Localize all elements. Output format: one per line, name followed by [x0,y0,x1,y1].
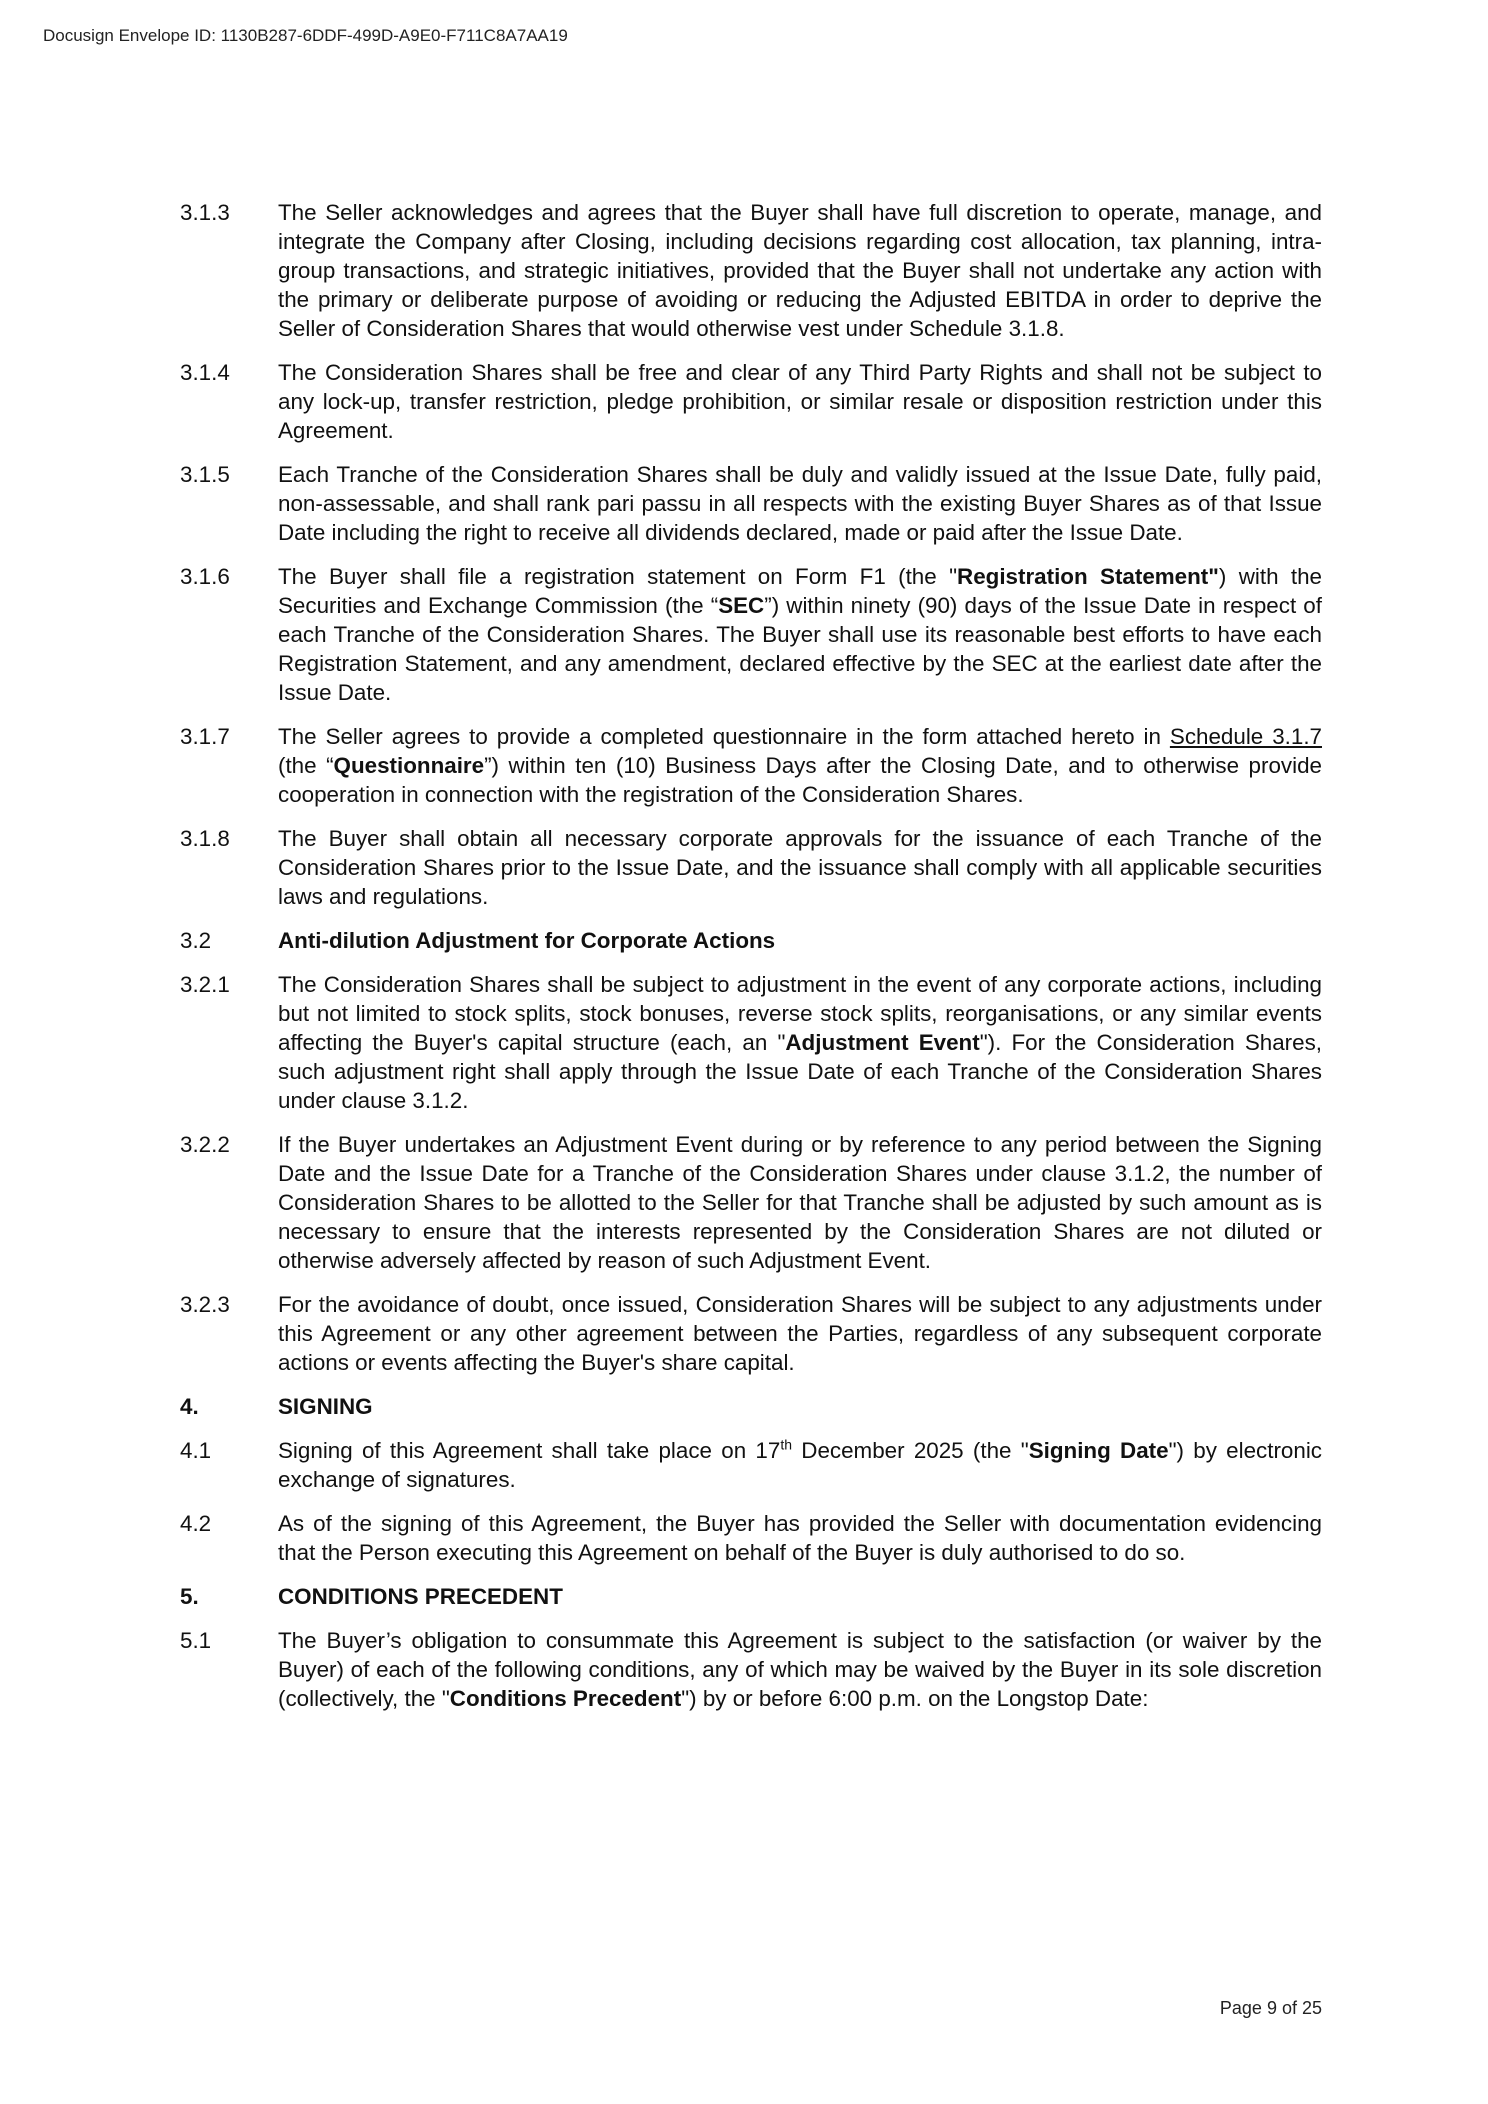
clause-3-1-8 [180,824,1322,911]
clause-3-1-3 [180,198,1322,343]
clause-number: 3.2.2 [180,1132,230,1157]
clause-text: The Buyer shall file a registration statement on Form F1 (the "Registration Statement") with the Securities and Exchange Commission (the “SEC”) within ninety (90) days of the Issue Date in respect of each Tranche of the Consideration Shares. The Buyer shall use its reasonable best efforts to have each Registration Statement, and any amendment, declared effective by the SEC at the earliest date after the Issue Date. [278,564,1323,705]
clause-3-2-2 [180,1130,1322,1275]
clause-text: If the Buyer undertakes an Adjustment Event during or by reference to any period between the Signing Date and the Issue Date for a Tranche of the Consideration Shares under clause 3.1.2, the number of Consideration Shares to be allotted to the Seller for that Tranche shall be adjusted by such amount as is necessary to ensure that the interests represented by the Consideration Shares are not diluted or otherwise adversely affected by reason of such Adjustment Event. [278,1132,1322,1273]
clause-3-2-heading [180,926,1322,955]
defined-term-questionnaire: Questionnaire [333,753,485,778]
clause-number: 3.1.8 [180,826,230,851]
defined-term-adjustment-event: Adjustment Event [785,1030,980,1055]
clause-text: The Seller acknowledges and agrees that the Buyer shall have full discretion to operate, manage, and integrate the Company after Closing, including decisions regarding cost allocation, tax planning, intra-group transactions, and strategic initiatives, provided that the Buyer shall not undertake any action with the primary or deliberate purpose of avoiding or reducing the Adjusted EBITDA in order to deprive the Seller of Consideration Shares that would otherwise vest under Schedule 3.1.8. [278,200,1322,341]
clause-text: The Buyer’s obligation to consummate this Agreement is subject to the satisfaction (or waiver by the Buyer) of each of the following conditions, any of which may be waived by the Buyer in its sole discretion (collectively, the "Conditions Precedent") by or before 6:00 p.m. on the Longstop Date: [278,1628,1322,1711]
schedule-reference: Schedule 3.1.7 [1169,724,1322,749]
section-5-heading [180,1582,1322,1611]
clause-number: 3.2.3 [180,1292,230,1317]
clause-number: 3.1.6 [180,564,230,589]
clause-4-2 [180,1509,1322,1567]
envelope-id: Docusign Envelope ID: 1130B287-6DDF-499D-A9E0-F711C8A7AA19 [43,26,568,45]
clause-number: 3.1.7 [180,724,230,749]
clause-3-2-1 [180,970,1322,1115]
clause-3-2-3 [180,1290,1322,1377]
clause-3-1-5 [180,460,1322,547]
clause-text: For the avoidance of doubt, once issued, Consideration Shares will be subject to any adjustments under this Agreement or any other agreement between the Parties, regardless of any subsequent corporate actions or events affecting the Buyer's share capital. [278,1292,1322,1375]
clause-3-1-6 [180,562,1322,707]
clause-text: Signing of this Agreement shall take place on 17th December 2025 (the "Signing Date") by electronic exchange of signatures. [278,1436,1323,1492]
section-number: 4. [180,1394,199,1419]
clause-number: 3.1.5 [180,462,230,487]
section-heading: Anti-dilution Adjustment for Corporate Actions [278,928,776,953]
clause-3-1-7 [180,722,1322,809]
section-heading: CONDITIONS PRECEDENT [278,1584,563,1609]
clause-number: 3.2 [180,928,212,953]
section-4-heading [180,1392,1322,1421]
clause-text: The Buyer shall obtain all necessary corporate approvals for the issuance of each Tranche of the Consideration Shares prior to the Issue Date, and the issuance shall comply with all applicable securities laws and regulations. [278,826,1322,909]
section-number: 5. [180,1584,199,1609]
clause-number: 5.1 [180,1628,212,1653]
clause-text: The Consideration Shares shall be free and clear of any Third Party Rights and shall not be subject to any lock-up, transfer restriction, pledge prohibition, or similar resale or disposition restriction under this Agreement. [278,360,1322,443]
clause-number: 3.1.4 [180,360,230,385]
document-body [180,198,1322,1728]
clause-3-1-4 [180,358,1322,445]
clause-text: As of the signing of this Agreement, the Buyer has provided the Seller with documentation evidencing that the Person executing this Agreement on behalf of the Buyer is duly authorised to do so. [278,1511,1322,1565]
page-number: Page 9 of 25 [1219,1998,1322,2018]
clause-text: Each Tranche of the Consideration Shares shall be duly and validly issued at the Issue Date, fully paid, non-assessable, and shall rank pari passu in all respects with the existing Buyer Shares as of that Issue Date including the right to receive all dividends declared, made or paid after the Issue Date. [278,462,1322,545]
defined-term-signing-date: Signing Date [1028,1438,1169,1463]
clause-text: The Seller agrees to provide a completed questionnaire in the form attached hereto in Schedule 3.1.7 (the “Questionnaire”) within ten (10) Business Days after the Closing Date, and to otherwise provide cooperation in connection with the registration of the Consideration Shares. [278,724,1322,807]
section-heading: SIGNING [278,1394,373,1419]
clause-number: 4.2 [180,1511,212,1536]
clause-text: The Consideration Shares shall be subject to adjustment in the event of any corporate actions, including but not limited to stock splits, stock bonuses, reverse stock splits, reorganisations, or any similar events affecting the Buyer's capital structure (each, an "Adjustment Event"). For the Consideration Shares, such adjustment right shall apply through the Issue Date of each Tranche of the Consideration Shares under clause 3.1.2. [278,972,1323,1113]
clause-number: 3.1.3 [180,200,230,225]
clause-number: 4.1 [180,1438,212,1463]
defined-term-sec: SEC [718,593,765,618]
clause-number: 3.2.1 [180,972,230,997]
clause-4-1 [180,1436,1322,1494]
clause-5-1 [180,1626,1322,1713]
defined-term-registration-statement: Registration Statement" [957,564,1219,589]
defined-term-conditions-precedent: Conditions Precedent [449,1686,682,1711]
